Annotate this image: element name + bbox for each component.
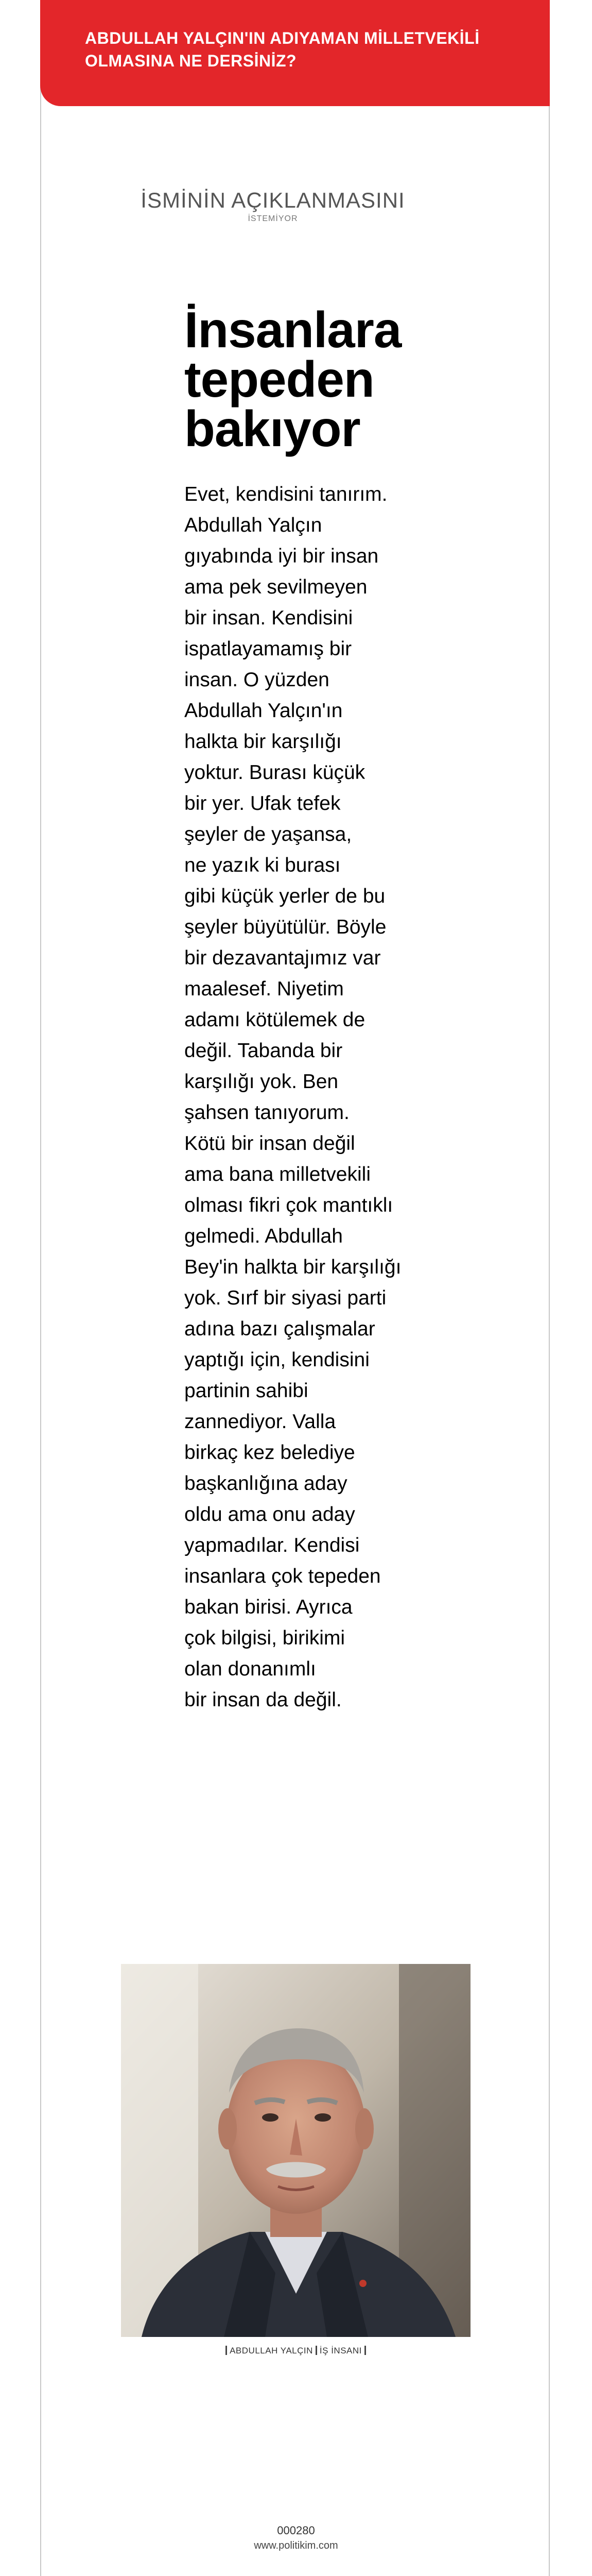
article-headline bbox=[184, 301, 473, 457]
question-banner bbox=[40, 0, 550, 106]
body-line: bir yer. Ufak tefek bbox=[184, 792, 341, 815]
body-line: gıyabında iyi bir insan bbox=[184, 545, 379, 567]
body-line: yok. Sırf bir siyasi parti bbox=[184, 1287, 387, 1309]
survey-question-line-2: OLMASINA NE DERSİNİZ? bbox=[85, 52, 297, 70]
headline-line-1: İnsanlara bbox=[184, 301, 402, 358]
body-line: Kötü bir insan değil bbox=[184, 1132, 355, 1155]
body-line: adına bazı çalışmalar bbox=[184, 1318, 375, 1340]
caption-separator bbox=[316, 2346, 317, 2355]
body-line: çok bilgisi, birikimi bbox=[184, 1627, 345, 1649]
body-line: maalesef. Niyetim bbox=[184, 978, 344, 1000]
body-line: insan. O yüzden bbox=[184, 669, 329, 691]
caption-role: İŞ İNSANI bbox=[319, 2346, 362, 2355]
article-body bbox=[184, 479, 437, 1716]
body-line: partinin sahibi bbox=[184, 1380, 308, 1402]
body-line: bir insan. Kendisini bbox=[184, 607, 353, 629]
body-line: Evet, kendisini tanırım. bbox=[184, 483, 388, 505]
body-line: Bey'in halkta bir karşılığı bbox=[184, 1256, 402, 1278]
body-line: ama pek sevilmeyen bbox=[184, 576, 368, 598]
caption-name: ABDULLAH YALÇIN bbox=[230, 2346, 313, 2355]
body-line: gelmedi. Abdullah bbox=[184, 1225, 343, 1247]
body-line: birkaç kez belediye bbox=[184, 1442, 355, 1464]
body-line: başkanlığına aday bbox=[184, 1472, 347, 1495]
body-line: şahsen tanıyorum. bbox=[184, 1101, 350, 1124]
body-line: ne yazık ki burası bbox=[184, 854, 341, 876]
survey-question-line-1: ABDULLAH YALÇIN'IN ADIYAMAN MİLLETVEKİLİ bbox=[85, 29, 480, 47]
body-line: yoktur. Burası küçük bbox=[184, 761, 365, 784]
body-line: adamı kötülemek de bbox=[184, 1009, 365, 1031]
body-line: bir dezavantajımız var bbox=[184, 947, 381, 969]
portrait-photo bbox=[121, 1964, 471, 2337]
page-number: 000280 bbox=[277, 2524, 315, 2537]
body-line: insanlara çok tepeden bbox=[184, 1565, 381, 1587]
body-line: şeyler de yaşansa, bbox=[184, 823, 352, 845]
respondent-label-main: İSMİNİN AÇIKLANMASINI bbox=[141, 188, 405, 212]
body-line: Abdullah Yalçın bbox=[184, 514, 322, 536]
body-line: şeyler büyütülür. Böyle bbox=[184, 916, 387, 938]
body-line: değil. Tabanda bir bbox=[184, 1040, 343, 1062]
photo-caption bbox=[121, 2345, 471, 2357]
body-line: ispatlayamamış bir bbox=[184, 638, 352, 660]
headline-line-2: tepeden bbox=[184, 351, 374, 408]
body-line: olması fikri çok mantıklı bbox=[184, 1194, 393, 1216]
body-line: yaptığı için, kendisini bbox=[184, 1349, 370, 1371]
body-line: karşılığı yok. Ben bbox=[184, 1071, 339, 1093]
respondent-label-sub: İSTEMİYOR bbox=[248, 214, 298, 223]
body-line: olan donanımlı bbox=[184, 1658, 316, 1680]
body-line: bakan birisi. Ayrıca bbox=[184, 1596, 353, 1618]
body-line: oldu ama onu aday bbox=[184, 1503, 355, 1526]
respondent-label bbox=[129, 188, 417, 225]
page-footer bbox=[0, 2523, 592, 2553]
body-line: yapmadılar. Kendisi bbox=[184, 1534, 360, 1556]
body-line: halkta bir karşılığı bbox=[184, 731, 342, 753]
body-line: bir insan da değil. bbox=[184, 1689, 342, 1711]
body-line: Abdullah Yalçın'ın bbox=[184, 700, 343, 722]
body-line: gibi küçük yerler de bu bbox=[184, 885, 386, 907]
body-line: ama bana milletvekili bbox=[184, 1163, 371, 1185]
caption-separator bbox=[364, 2346, 366, 2355]
caption-separator bbox=[225, 2346, 227, 2355]
survey-question bbox=[85, 27, 538, 72]
site-url[interactable]: www.politikim.com bbox=[254, 2540, 338, 2551]
body-line: zannediyor. Valla bbox=[184, 1411, 336, 1433]
headline-line-3: bakıyor bbox=[184, 400, 360, 457]
portrait-illustration bbox=[121, 1964, 471, 2337]
